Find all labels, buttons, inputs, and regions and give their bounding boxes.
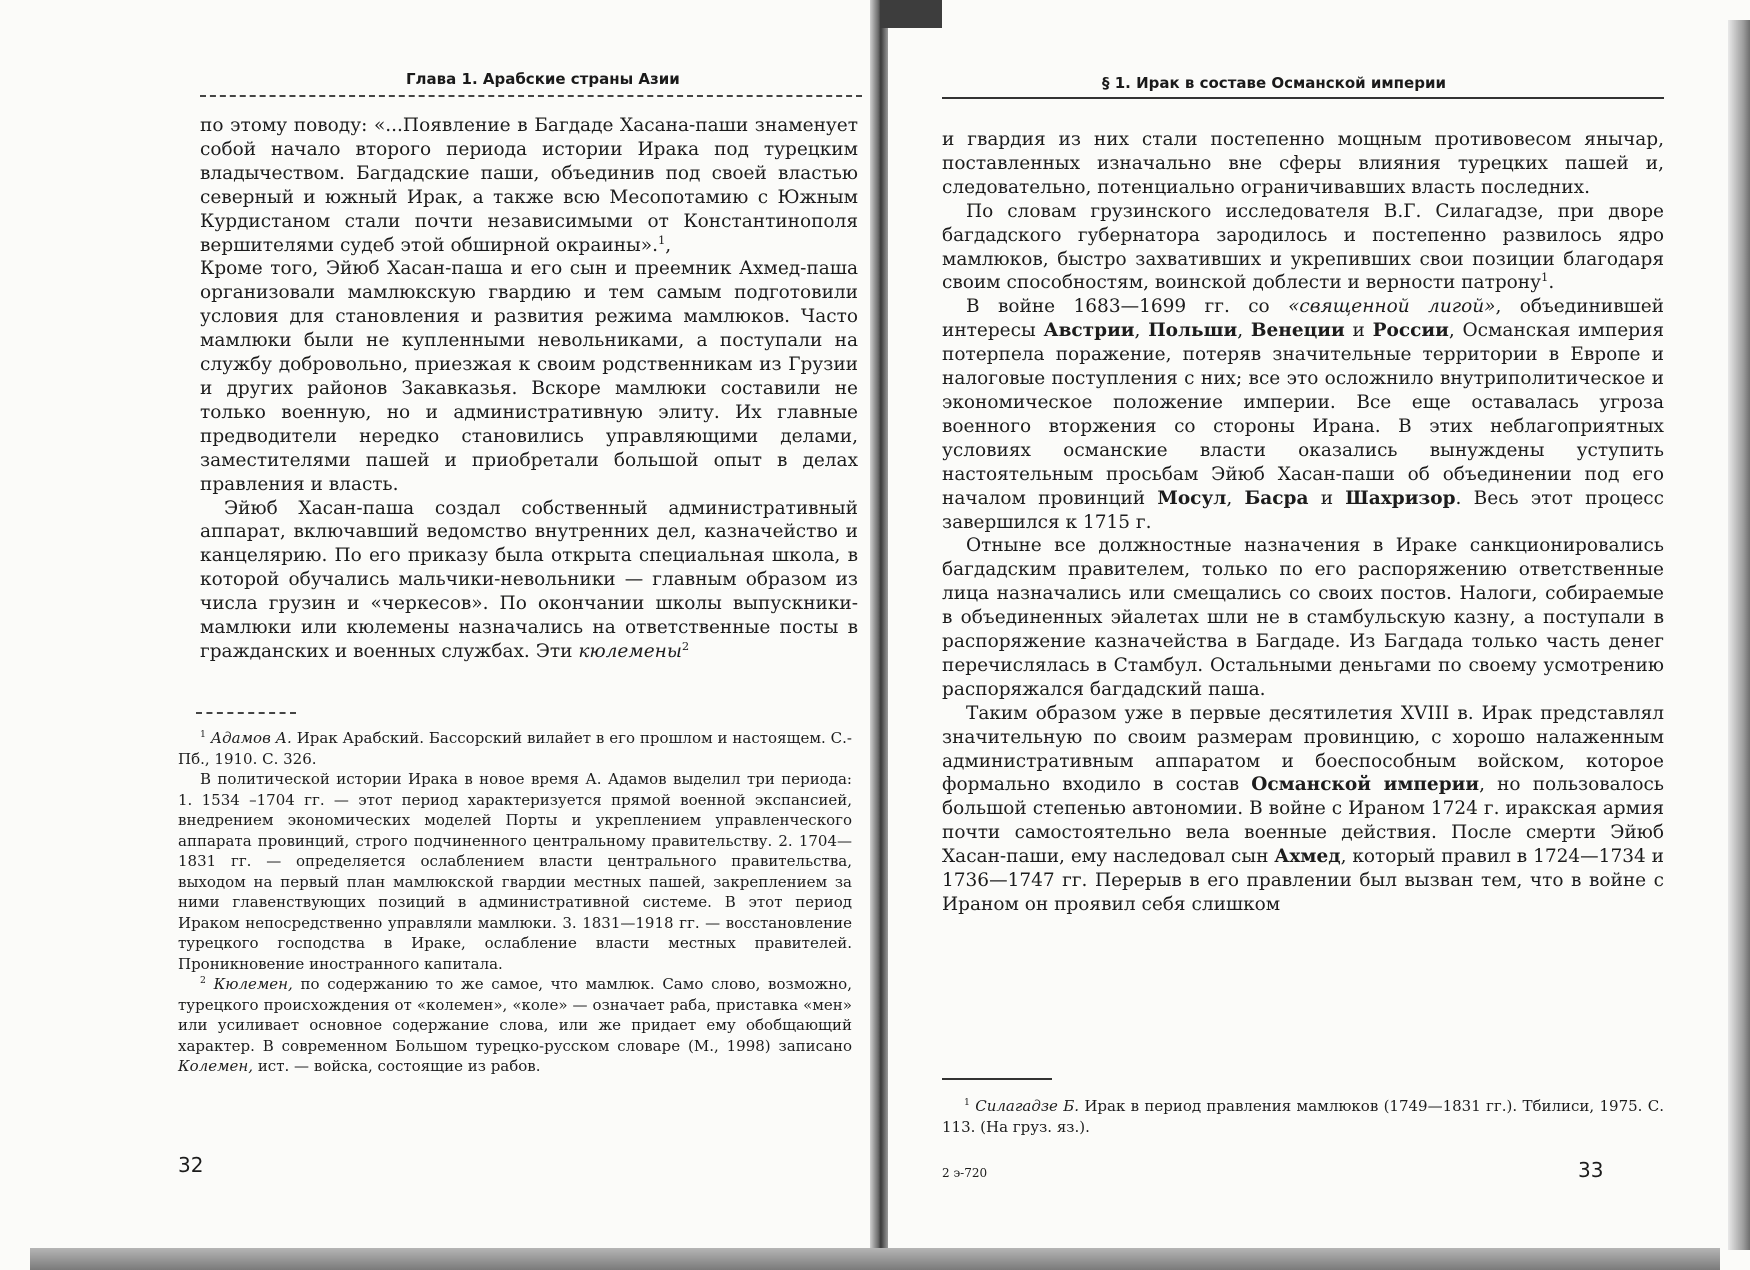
text-run: , <box>1226 487 1245 509</box>
country-austria: Австрии <box>1043 320 1135 342</box>
footnote-text: по содержанию то же самое, что мамлюк. Само слово, возможно, турецкого происхождения от «колемен», «коле» — означает раба, приставка «мен» или усиливает основное содержание слова, или же придает ему обобщающий характер. В современном Большом турецко-русском словаре (М., 1998) записано <box>178 975 852 1055</box>
footnote <box>178 728 852 769</box>
text-run: , но пользовалось большой степенью автономии. В войне с Ираном 1724 г. иракская армия почти самостоятельно вела военные действия. После смерти Эйюб Хасан-паши, ему наследовал сын <box>942 774 1664 868</box>
footnote-rule <box>196 712 296 714</box>
term-kyulemeny: кюлемены <box>578 640 682 662</box>
text-run: , Османская империя потерпела поражение, потеряв значительные территории в Европе и налоговые поступления с них; все это осложнило внутриполитическое и экономическое положение империи. Все еще оставалась угроза военного вторжения со стороны Ирана. В этих неблагоприятных условиях османские власти оказались вынуждены уступить настоятельным просьбам Эйюб Хасан-паши об объединении под его началом провинций <box>942 320 1665 509</box>
right-page <box>880 0 1750 1270</box>
text-run: и <box>1344 320 1373 342</box>
footnotes <box>178 728 852 1077</box>
text-run: и <box>1308 487 1346 509</box>
paragraph: Отныне все должностные назначения в Ираке санкционировались багдадским правителем, только по его распоряжению ответственные лица назначались или смещались со своих постов. Налоги, собираемые в объединенных эйалетах шли не в стамбульскую казну, а поступали в распоряжение казначейства в Багдаде. Из Багдада только часть денег перечислялась в Стамбул. Остальными деньгами по своему усмотрению распоряжался багдадский паша. <box>942 535 1664 700</box>
text-run: , который правил в 1724—1734 и 1736—1747 гг. Перерыв в его правлении был вызван тем, что в войне с Ираном он проявил себя слишком <box>942 846 1664 915</box>
footnote-text: ист. — войска, состоящие из рабов. <box>257 1057 541 1075</box>
footnote-number: 1 <box>964 1097 970 1108</box>
text-run: , <box>1134 320 1149 342</box>
text-run: , объединившей интересы <box>942 296 1664 342</box>
footnote <box>942 1096 1664 1137</box>
paragraph: и гвардия из них стали постепенно мощным противовесом янычар, поставленных изначально вне сферы влияния турецких пашей и, следовательно, потенциально ограничивавших власть последних. <box>942 129 1664 198</box>
footnotes <box>942 1096 1664 1137</box>
footnote-marker: 1 <box>1541 270 1549 285</box>
paragraph <box>942 295 1664 534</box>
name-ahmed: Ахмед <box>1274 846 1341 868</box>
province-shahrizor: Шахризор <box>1345 487 1456 509</box>
signature-mark: 2 э-720 <box>942 1166 988 1180</box>
main-text <box>942 128 1664 917</box>
footnote-term: Кюлемен, <box>213 975 293 993</box>
header-rule <box>200 95 862 97</box>
footnote-text: Ирак Арабский. Бассорский вилайет в его прошлом и настоящем. С.-Пб., 1910. С. 326. <box>178 729 852 768</box>
footnote-text: Ирак в период правления мамлюков (1749—1831 гг.). Тбилиси, 1975. С. 113. (На груз. яз.). <box>942 1097 1664 1136</box>
province-mosul: Мосул <box>1157 487 1227 509</box>
term-holy-league: «священной лигой» <box>1288 296 1496 318</box>
page-edge-bottom <box>30 1248 1720 1270</box>
page-number: 32 <box>178 1153 204 1177</box>
paragraph-text: Эйюб Хасан-паша создал собственный административный аппарат, включавший ведомство внутренних дел, казначейство и канцелярию. По его приказу была открыта специальная школа, в которой обучались мальчики-невольники — главным образом из числа грузин и «черкесов». По окончании школы выпускники-мамлюки или кюлемены назначались на ответственные посты в гражданских и военных службах. Эти <box>200 497 858 662</box>
footnote <box>178 974 852 1077</box>
footnote-marker: 1 <box>657 232 666 247</box>
country-poland: Польши <box>1148 320 1238 342</box>
running-head: § 1. Ирак в составе Османской империи <box>1102 74 1446 92</box>
gutter-tab <box>880 0 942 28</box>
text-run: , <box>1237 320 1251 342</box>
footnote-number: 2 <box>200 975 206 986</box>
country-russia: России <box>1372 320 1449 342</box>
province-basra: Басра <box>1244 487 1309 509</box>
page-number: 33 <box>1578 1158 1604 1182</box>
paragraph-text: по этому поводу: «...Появление в Багдаде Хасана-паши знаменует собой начало второго периода истории Ирака под турецким владычеством. Багдадские паши, объединив под своей властью северный и южный Ирак, а также всю Месопотамию с Южным Курдистаном стали почти независимыми от Константинополя вершителями судеб этой обширной окраины». <box>200 115 858 256</box>
footnote-note: В политической истории Ирака в новое время А. Адамов выделил три периода: 1. 1534 –1704 гг. — этот период характеризуется прямой военной экспансией, внедрением экономических моделей Порты и укреплением управленческого аппарата провинций, строго подчиненного центральному правительству. 2. 1704—1831 гг. — определяется ослаблением власти центрального правительства, выходом на первый план мамлюкской гвардии местных пашей, закреплением за ними главенствующих позиций в административной системе. В этот период Ираком непосредственно управляли мамлюки. 3. 1831—1918 гг. — восстановление турецкого господства в Ираке, ослабление власти местных правителей. Проникновение иностранного капитала. <box>178 770 852 973</box>
text-run: В войне 1683—1699 гг. со <box>966 296 1289 318</box>
footnote-marker: 2 <box>681 638 690 653</box>
book-gutter <box>870 0 888 1270</box>
paragraph-text: По словам грузинского исследователя В.Г. Силагадзе, при дворе багдадского губернатора зародилось и постепенно развилось ядро мамлюков, быстро захвативших и укрепивших свои позиции благодаря своим способностям, воинской доблести и верности патрону <box>942 200 1664 294</box>
paragraph: Кроме того, Эйюб Хасан-паша и его сын и преемник Ахмед-паша организовали мамлюкскую гвардию и тем самым подготовили условия для становления и развития режима мамлюков. Часто мамлюки были не купленными невольниками, а поступали на службу добровольно, приезжая к своим родственникам из Грузии и других районов Закавказья. Вскоре мамлюки составили не только военную, но и административную элиту. Их главные предводители нередко становились управляющими делами, заместителями пашей и приобретали большой опыт в делах правления и власть. <box>200 258 858 495</box>
page-edge-right <box>1728 20 1750 1250</box>
footnote-number: 1 <box>200 729 206 740</box>
footnote-author: Адамов А. <box>210 729 292 747</box>
main-text <box>200 114 858 664</box>
paragraph: по этому поводу: «...Появление в Багдаде Хасана-паши знаменует собой начало второго периода истории Ирака под турецким владычеством. Багдадские паши, объединив под своей властью северный и южный Ирак, а также всю Месопотамию с Южным Курдистаном стали почти независимыми от Константинополя вершителями судеб этой обширной окраины».$^1$, <box>200 115 858 256</box>
text-run: Таким образом уже в первые десятилетия XVIII в. Ирак представлял значительную по своим размерам провинцию, с хорошо налаженным административным аппаратом и боеспособным войском, которое формально входило в состав <box>942 702 1664 796</box>
header-rule <box>942 97 1664 99</box>
text-run: . Весь этот процесс завершился к 1715 г. <box>942 487 1664 533</box>
footnote-rule <box>942 1078 1052 1080</box>
term-ottoman-empire: Османской империи <box>1251 774 1480 796</box>
paragraph <box>942 702 1664 917</box>
paragraph <box>200 497 858 664</box>
paragraph: По словам грузинского исследователя В.Г. Силагадзе, при дворе багдадского губернатора зародилось и постепенно развилось ядро мамлюков, быстро захвативших и укрепивших свои позиции благодаря своим способностям, воинской доблести и верности патрону$^1$. <box>942 200 1664 294</box>
footnote-author: Силагадзе Б. <box>975 1097 1080 1115</box>
running-head: Глава 1. Арабские страны Азии <box>406 70 680 88</box>
footnote-term: Колемен, <box>178 1057 254 1075</box>
country-venice: Венеции <box>1250 320 1345 342</box>
